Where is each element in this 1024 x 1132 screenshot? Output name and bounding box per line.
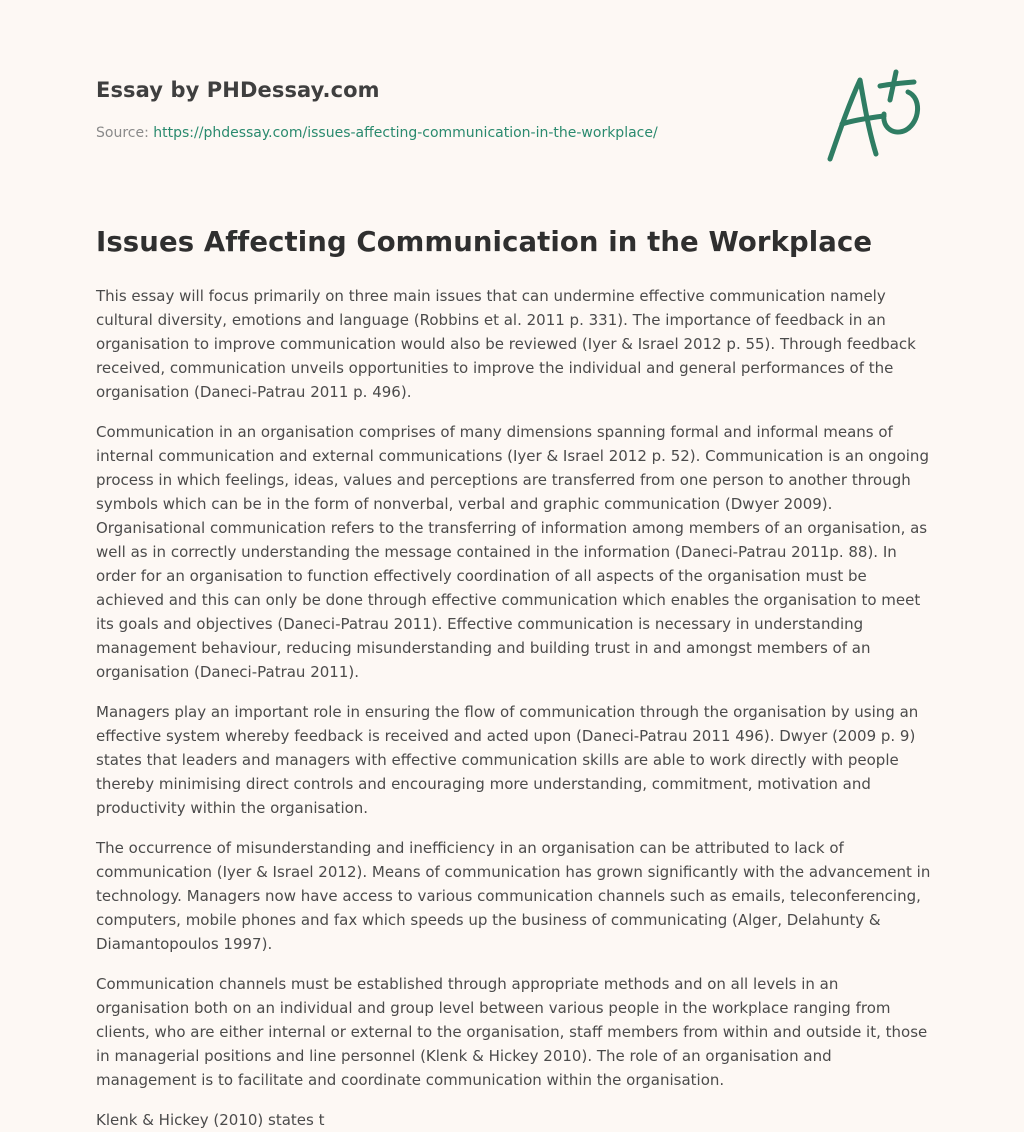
essay-paragraph: Communication in an organisation comprises of many dimensions spanning formal and informal means of internal communication and external communications (Iyer & Israel 2012 p. 52). Communication is an ongoing process in which feelings, ideas, values and perceptions are transferred from one person to another through symbols which can be in the form of nonverbal, verbal and graphic communication (Dwyer 2009). Organisational communication refers to the transferring of information among members of an organisation, as well as in correctly understanding the message contained in the information (Daneci-Patrau 2011p. 88). In order for an organisation to function effectively coordination of all aspects of the organisation must be achieved and this can only be done through effective communication which enables the organisation to meet its goals and objectives (Daneci-Patrau 2011). Effective communication is necessary in understanding management behaviour, reducing misunderstanding and building trust in and amongst members of an organisation (Daneci-Patrau 2011). xyxy=(96,423,929,681)
source-label: Source: xyxy=(96,125,149,141)
a-plus-logo xyxy=(820,66,930,166)
source-link[interactable]: https://phdessay.com/issues-affecting-communication-in-the-workplace/ xyxy=(153,125,658,141)
essay-paragraph: Communication channels must be established through appropriate methods and on all levels in an organisation both on an individual and group level between various people in the workplace ranging from clients, who are either internal or external to the organisation, staff members from within and outside it, those in managerial positions and line personnel (Klenk & Hickey 2010). The role of an organisation and management is to facilitate and coordinate communication within the organisation. xyxy=(96,975,928,1089)
essay-body xyxy=(96,284,932,1132)
essay-title: Issues Affecting Communication in the Workplace xyxy=(96,226,873,258)
source-line xyxy=(96,125,658,141)
essay-paragraph-truncated: Klenk & Hickey (2010) states t xyxy=(96,1111,325,1129)
a-plus-logo-icon xyxy=(820,66,930,166)
essay-paragraph: This essay will focus primarily on three main issues that can undermine effective communication namely cultural diversity, emotions and language (Robbins et al. 2011 p. 331). The importance of feedback in an organisation to improve communication would also be reviewed (Iyer & Israel 2012 p. 55). Through feedback received, communication unveils opportunities to improve the individual and general performances of the organisation (Daneci-Patrau 2011 p. 496). xyxy=(96,287,916,401)
essay-paragraph: Managers play an important role in ensuring the flow of communication through the organisation by using an effective system whereby feedback is received and acted upon (Daneci-Patrau 2011 496). Dwyer (2009 p. 9) states that leaders and managers with effective communication skills are able to work directly with people thereby minimising direct controls and encouraging more understanding, commitment, motivation and productivity within the organisation. xyxy=(96,703,919,817)
brand-title: Essay by PHDessay.com xyxy=(96,78,380,102)
essay-paragraph: The occurrence of misunderstanding and inefficiency in an organisation can be attributed to lack of communication (Iyer & Israel 2012). Means of communication has grown significantly with the advancement in technology. Managers now have access to various communication channels such as emails, teleconferencing, computers, mobile phones and fax which speeds up the business of communicating (Alger, Delahunty & Diamantopoulos 1997). xyxy=(96,839,931,953)
